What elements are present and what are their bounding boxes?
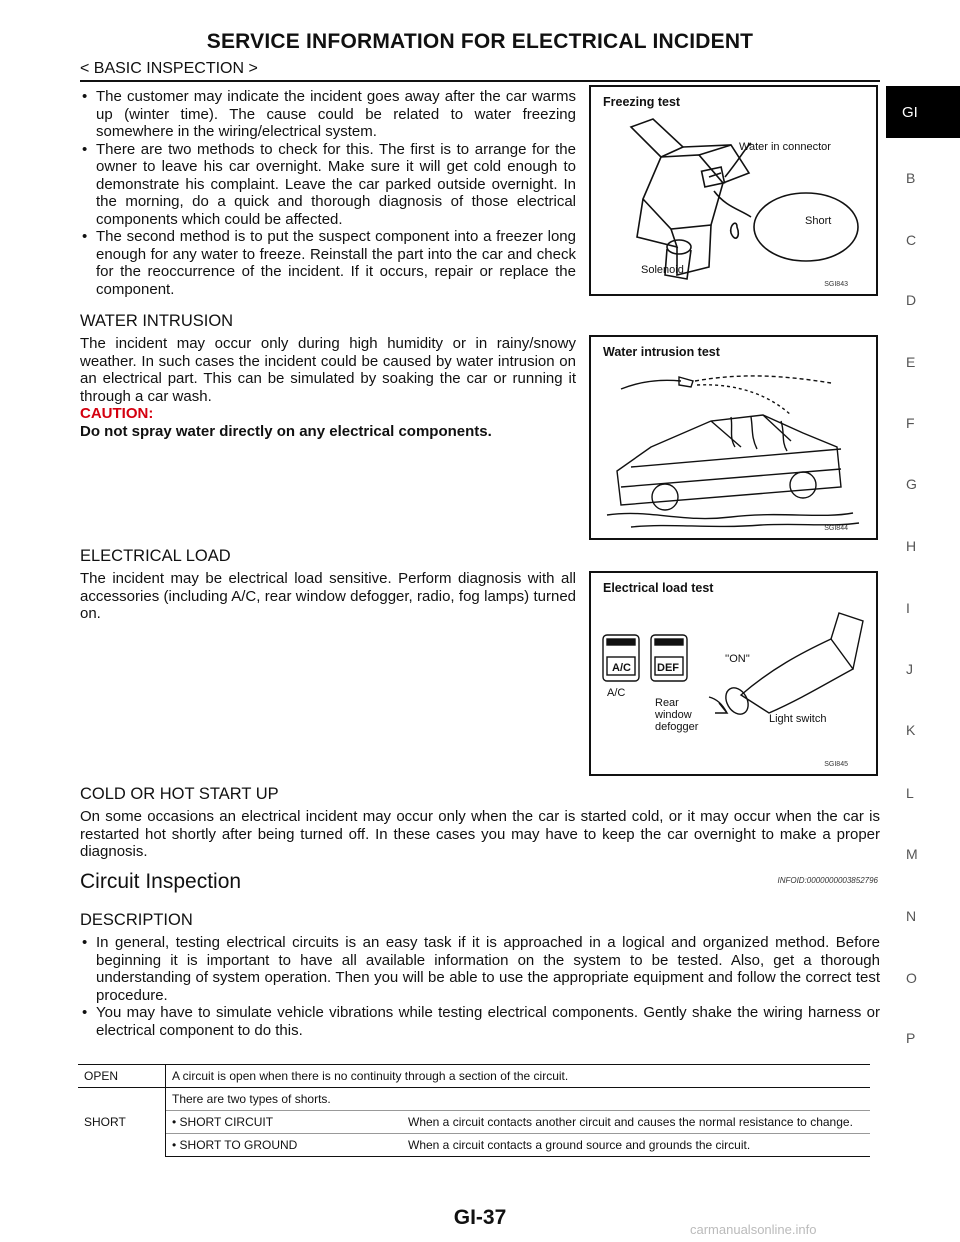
index-tab-h[interactable]: H bbox=[906, 538, 917, 554]
index-tab-p[interactable]: P bbox=[906, 1030, 916, 1046]
description-text bbox=[80, 934, 880, 1039]
list-item: • The customer may indicate the incident goes away after the car warms up (winter time). The cause could be related to water freezing somewhere in the wiring/electrical system. bbox=[80, 88, 576, 141]
table-cell: SHORT bbox=[78, 1088, 166, 1157]
rear-window-defogger-label: Rear window defogger bbox=[655, 697, 699, 733]
table-row bbox=[78, 1134, 870, 1157]
ac-button: A/C bbox=[612, 662, 631, 674]
paragraph: The incident may occur only during high humidity or in rainy/snowy weather. In such cases the incident could be caused by water intrusion on an electrical part. This can be simulated by soaking the car or running it through a car wash. bbox=[80, 335, 576, 405]
index-tab-c[interactable]: C bbox=[906, 232, 917, 248]
header-rule bbox=[80, 80, 880, 82]
electrical-load-text: The incident may be electrical load sensitive. Perform diagnosis with all accessories (including A/C, rear window defogger, radio, fog lamps) turned on. bbox=[80, 570, 576, 622]
figure-code: SGI844 bbox=[824, 525, 848, 532]
figure-code: SGI843 bbox=[824, 281, 848, 288]
index-tab-k[interactable]: K bbox=[906, 722, 916, 738]
index-tab-l[interactable]: L bbox=[906, 785, 914, 801]
light-switch-label: Light switch bbox=[769, 713, 827, 725]
caution-label: CAUTION: bbox=[80, 405, 154, 422]
solenoid-illustration bbox=[591, 87, 876, 294]
list-item: • There are two methods to check for this. The first is to arrange for the owner to leave his car overnight. Make sure it will get cold enough to demonstrate his complaint. Leave the car parked outside overnight. In the morning, do a quick and thorough diagnosis of those electrical components which could be affected. bbox=[80, 141, 576, 229]
circuit-definitions-table bbox=[78, 1064, 870, 1157]
electrical-load-figure bbox=[589, 571, 878, 776]
index-tab-e[interactable]: E bbox=[906, 354, 916, 370]
index-tab-active[interactable]: GI bbox=[886, 86, 960, 138]
water-intrusion-figure bbox=[589, 335, 878, 540]
ac-label: A/C bbox=[607, 687, 626, 699]
intro-text bbox=[80, 88, 576, 298]
water-intrusion-heading: WATER INTRUSION bbox=[80, 312, 234, 330]
figure-title: Electrical load test bbox=[603, 581, 714, 595]
table-cell: • SHORT TO GROUND bbox=[166, 1134, 403, 1157]
water-intrusion-text bbox=[80, 335, 576, 440]
freezing-test-figure bbox=[589, 85, 878, 296]
index-tab-n[interactable]: N bbox=[906, 908, 917, 924]
cold-hot-heading: COLD OR HOT START UP bbox=[80, 785, 279, 803]
cold-hot-text: On some occasions an electrical incident may occur only when the car is started cold, or it may occur when the car is restarted hot shortly after being turned off. In these cases you may have to keep the car overnight to make a proper diagnosis. bbox=[80, 808, 880, 860]
page-title: SERVICE INFORMATION FOR ELECTRICAL INCIDENT bbox=[206, 30, 754, 53]
page-number: GI-37 bbox=[453, 1206, 507, 1229]
table-cell: There are two types of shorts. bbox=[166, 1088, 871, 1111]
switches-illustration bbox=[591, 573, 876, 774]
index-tab-m[interactable]: M bbox=[906, 846, 918, 862]
index-tab-f[interactable]: F bbox=[906, 415, 915, 431]
water-in-connector-label: Water in connector bbox=[739, 141, 831, 153]
caution-text: Do not spray water directly on any electrical components. bbox=[80, 422, 492, 440]
electrical-load-heading: ELECTRICAL LOAD bbox=[80, 547, 231, 565]
table-row bbox=[78, 1111, 870, 1134]
table-row bbox=[78, 1065, 870, 1088]
table-cell: • SHORT CIRCUIT bbox=[166, 1111, 403, 1134]
figure-title: Water intrusion test bbox=[603, 345, 720, 359]
table-cell: When a circuit contacts another circuit and causes the normal resistance to change. bbox=[402, 1111, 870, 1134]
table-row bbox=[78, 1088, 870, 1111]
index-tab-d[interactable]: D bbox=[906, 292, 917, 308]
list-item: • You may have to simulate vehicle vibrations while testing electrical components. Gently shake the wiring harness or electrical component to do this. bbox=[80, 1004, 880, 1039]
solenoid-label: Solenoid bbox=[641, 264, 684, 276]
table-cell: When a circuit contacts a ground source and grounds the circuit. bbox=[402, 1134, 870, 1157]
index-tab-b[interactable]: B bbox=[906, 170, 916, 186]
info-id: INFOID:0000000003852796 bbox=[777, 876, 878, 885]
on-label: ''ON'' bbox=[725, 653, 750, 665]
list-item: • The second method is to put the suspect component into a freezer long enough for any water to freeze. Reinstall the part into the car and check for the reoccurrence of the incident. If it occurs, repair or replace the component. bbox=[80, 228, 576, 298]
car-wash-illustration bbox=[591, 337, 876, 538]
figure-code: SGI845 bbox=[824, 761, 848, 768]
index-tab-o[interactable]: O bbox=[906, 970, 917, 986]
figure-title: Freezing test bbox=[603, 95, 681, 109]
table-cell: OPEN bbox=[78, 1065, 166, 1088]
short-label: Short bbox=[805, 215, 832, 227]
table-cell: A circuit is open when there is no continuity through a section of the circuit. bbox=[166, 1065, 871, 1088]
def-button: DEF bbox=[657, 662, 679, 674]
watermark: carmanualsonline.info bbox=[690, 1222, 817, 1237]
circuit-inspection-heading: Circuit Inspection bbox=[80, 870, 242, 893]
index-tab-j[interactable]: J bbox=[906, 661, 913, 677]
section-breadcrumb: < BASIC INSPECTION > bbox=[80, 60, 258, 77]
description-heading: DESCRIPTION bbox=[80, 911, 193, 929]
list-item: • In general, testing electrical circuits is an easy task if it is approached in a logical and organized method. Before beginning it is important to have all available information on the system to be tested. Also, get a thorough understanding of system operation. Then you will be able to use the appropriate equipment and follow the correct test procedure. bbox=[80, 934, 880, 1004]
index-tab-g[interactable]: G bbox=[906, 476, 917, 492]
index-tab-i[interactable]: I bbox=[906, 600, 910, 616]
